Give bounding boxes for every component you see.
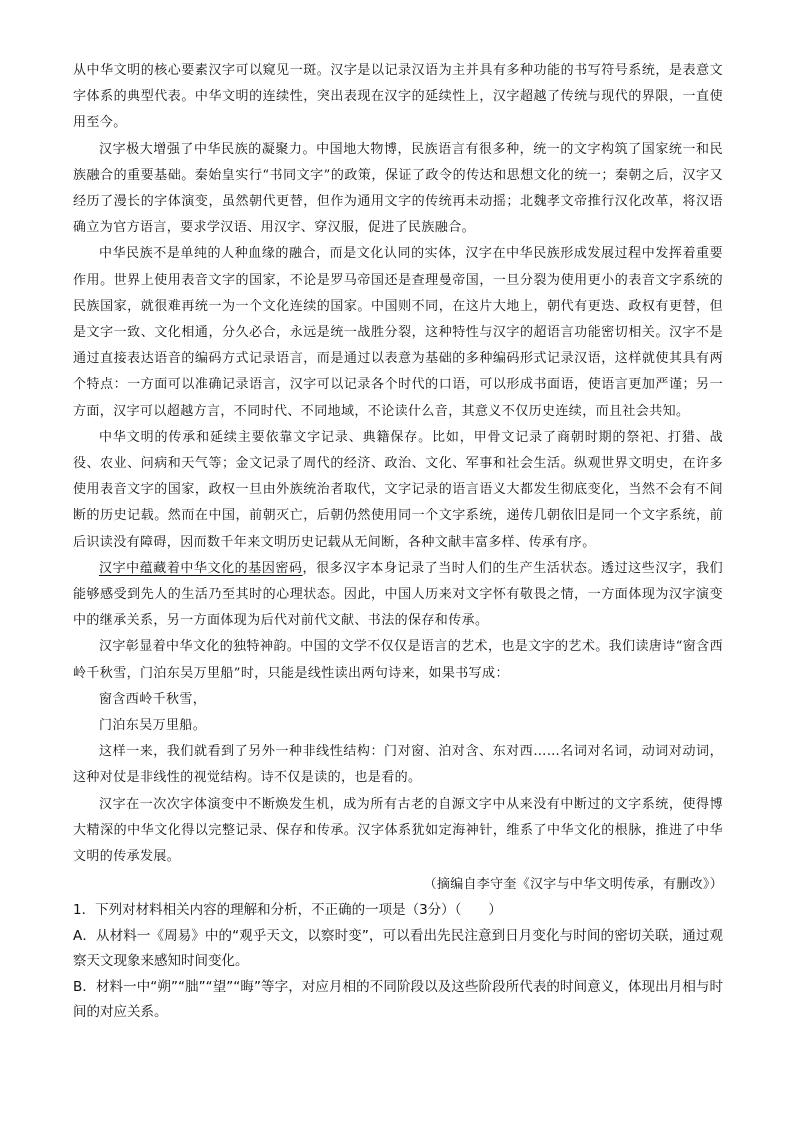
poem-line: 窗含西岭千秋雪， — [99, 691, 207, 707]
poem-line: 门泊东吴万里船。 — [99, 718, 207, 734]
source-citation: （摘编自李守奎《汉字与中华文明传承，有删改》） — [423, 877, 723, 893]
paragraph: 汉字在一次次字体演变中不断焕发生机，成为所有古老的自源文字中从来没有中断过的文字系统，使得博大精深的中华文化得以完整记录、保存和传承。汉字体系犹如定海神针，维系了中华文化的根脉，推进了中华文明的传承发展。 — [73, 796, 723, 865]
paragraph — [73, 556, 723, 635]
paragraph: 中华文明的传承和延续主要依靠文字记录、典籍保存。比如，甲骨文记录了商朝时期的祭祀、打猎、战役、农业、问病和天气等；金文记录了周代的经济、政治、文化、军事和社会生活。纵观世界文明史，在许多使用表音文字的国家，政权一旦由外族统治者取代，文字记录的语言语义大都发生彻底变化，当然不会有不间断的历史记载。然而在中国，前朝灭亡，后朝仍然使用同一个文字系统，递传几朝依旧是同一个文字系统，前后识读没有障碍，因而数千年来文明历史记载从无间断，各种文献丰富多样、传承有序。 — [73, 429, 723, 550]
underlined-sentence: 汉字中蕴藏着中华文化的基因密码 — [99, 560, 303, 576]
question-stem: 1．下列对材料相关内容的理解和分析，不正确的一项是（3分）（ ） — [73, 902, 502, 919]
document-page — [73, 58, 723, 1026]
paragraph: 汉字极大增强了中华民族的凝聚力。中国地大物博，民族语言有很多种，统一的文字构筑了国家统一和民族融合的重要基础。秦始皇实行“书同文字”的政策，保证了政令的传达和思想文化的统一；秦朝之后，汉字又经历了漫长的字体演变，虽然朝代更替，但作为通用文字的传统再未动摇；北魏孝文帝推行汉化改革，将汉语确立为官方语言，要求学汉语、用汉字、穿汉服，促进了民族融合。 — [73, 141, 723, 236]
paragraph: 这样一来，我们就看到了另外一种非线性结构：门对窗、泊对含、东对西……名词对名词，动词对动词，这种对仗是非线性的视觉结构。诗不仅是读的，也是看的。 — [73, 744, 723, 786]
paragraph-text: ，很多汉字本身记录了当时人们的生产生活状态。透过这些汉字，我们能够感受到先人的生活乃至其时的心理状态。因此，中国人历来对文字怀有敬畏之情，一方面体现为汉字演变中的继承关系，另一方面体现为后代对前代文献、书法的保存和传承。 — [73, 560, 723, 629]
paragraph: 从中华文明的核心要素汉字可以窥见一斑。汉字是以记录汉语为主并具有多种功能的书写符号系统，是表意文字体系的典型代表。中华文明的连续性，突出表现在汉字的延续性上，汉字超越了传统与现代的界限，一直使用至今。 — [73, 63, 723, 131]
paragraph: 汉字彰显着中华文化的独特神韵。中国的文学不仅仅是语言的艺术，也是文字的艺术。我们读唐诗“窗含西岭千秋雪，门泊东吴万里船”时，只能是线性读出两句诗来，如果书写成： — [73, 639, 723, 681]
paragraph: 中华民族不是单纯的人种血缘的融合，而是文化认同的实体，汉字在中华民族形成发展过程中发挥着重要作用。世界上使用表音文字的国家，不论是罗马帝国还是查理曼帝国，一旦分裂为使用更小的表音文字系统的民族国家，就很难再统一为一个文化连续的国家。中国则不同，在这片大地上，朝代有更迭、政权有更替，但是文字一致、文化相通，分久必合，永远是统一战胜分裂，这种特性与汉字的超语言功能密切相关。汉字不是通过直接表达语音的编码方式记录语言，而是通过以表意为基础的多种编码形式记录汉语，这样就使其具有两个特点：一方面可以准确记录语言，汉字可以记录各个时代的口语，可以形成书面语，使语言更加严谨；另一方面，汉字可以超越方言，不同时代、不同地域，不论读什么音，其意义不仅历史连续，而且社会共知。 — [73, 246, 723, 419]
option-a: A．从材料一《周易》中的“观乎天文，以察时变”，可以看出先民注意到日月变化与时间的密切关联，通过观察天文现象来感知时间变化。 — [73, 927, 723, 970]
option-b: B．材料一中“朔”“朏”“望”“晦”等字，对应月相的不同阶段以及这些阶段所代表的时间意义，体现出月相与时间的对应关系。 — [73, 978, 723, 1021]
